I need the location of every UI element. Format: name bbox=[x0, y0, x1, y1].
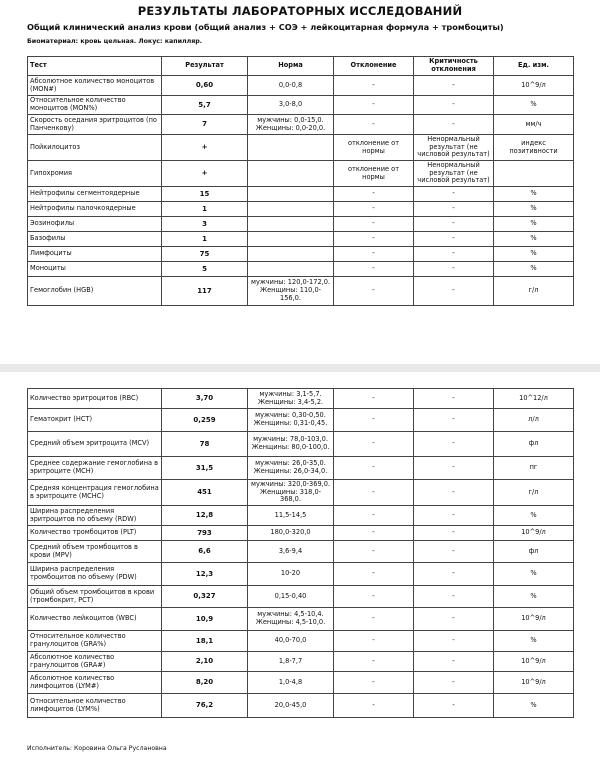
table-row bbox=[28, 652, 574, 672]
unit: г/л bbox=[494, 277, 574, 306]
test-name: Нейтрофилы палочкоядерные bbox=[28, 202, 162, 217]
deviation-flag: - bbox=[334, 202, 414, 217]
result-value: 2,10 bbox=[162, 652, 248, 672]
criticality-flag: - bbox=[414, 232, 494, 247]
result-value: 10,9 bbox=[162, 608, 248, 631]
report-title: РЕЗУЛЬТАТЫ ЛАБОРАТОРНЫХ ИССЛЕДОВАНИЙ bbox=[137, 4, 463, 18]
test-name: Гипохромия bbox=[28, 161, 162, 187]
result-value: 0,259 bbox=[162, 409, 248, 432]
header-result: Результат bbox=[162, 57, 248, 76]
result-value: 15 bbox=[162, 187, 248, 202]
deviation-flag: - bbox=[334, 480, 414, 506]
results-table-page-1 bbox=[27, 56, 574, 306]
test-name: Моноциты bbox=[28, 262, 162, 277]
test-name: Гематокрит (HCT) bbox=[28, 409, 162, 432]
criticality-flag: - bbox=[414, 586, 494, 608]
unit: % bbox=[494, 96, 574, 115]
reference-range: 0,15-0,40 bbox=[248, 586, 334, 608]
header-test: Тест bbox=[28, 57, 162, 76]
unit: % bbox=[494, 506, 574, 526]
test-name: Относительное количество лимфоцитов (LYM%) bbox=[28, 694, 162, 718]
table-row bbox=[28, 432, 574, 457]
table-row bbox=[28, 247, 574, 262]
criticality-flag: - bbox=[414, 631, 494, 652]
result-value: 793 bbox=[162, 526, 248, 541]
test-name: Средний объем эритроцита (MCV) bbox=[28, 432, 162, 457]
unit: % bbox=[494, 247, 574, 262]
result-value: 78 bbox=[162, 432, 248, 457]
reference-range bbox=[248, 187, 334, 202]
deviation-flag: - bbox=[334, 232, 414, 247]
reference-range bbox=[248, 135, 334, 161]
reference-range: мужчины: 3,1-5,7. Женщины: 3,4-5,2. bbox=[248, 389, 334, 409]
table-row bbox=[28, 187, 574, 202]
unit bbox=[494, 161, 574, 187]
unit: индекс позитивности bbox=[494, 135, 574, 161]
unit: % bbox=[494, 262, 574, 277]
criticality-flag: - bbox=[414, 563, 494, 586]
result-value: 5,7 bbox=[162, 96, 248, 115]
deviation-flag: - bbox=[334, 277, 414, 306]
report-page-2 bbox=[0, 372, 600, 781]
reference-range: мужчины: 320,0-369,0. Женщины: 318,0-368,0. bbox=[248, 480, 334, 506]
criticality-flag: - bbox=[414, 480, 494, 506]
unit: 10^9/л bbox=[494, 608, 574, 631]
table-row bbox=[28, 672, 574, 694]
unit: 10^9/л bbox=[494, 672, 574, 694]
result-value: 3,70 bbox=[162, 389, 248, 409]
reference-range bbox=[248, 217, 334, 232]
report-page-1 bbox=[0, 0, 600, 364]
deviation-flag: отклонение от нормы bbox=[334, 161, 414, 187]
test-name: Ширина распределения тромбоцитов по объему (PDW) bbox=[28, 563, 162, 586]
reference-range: мужчины: 120,0-172,0. Женщины: 110,0-156,0. bbox=[248, 277, 334, 306]
unit: мм/ч bbox=[494, 115, 574, 135]
test-name: Абсолютное количество гранулоцитов (GRA#) bbox=[28, 652, 162, 672]
table-row bbox=[28, 262, 574, 277]
unit: % bbox=[494, 631, 574, 652]
test-name: Эозинофилы bbox=[28, 217, 162, 232]
table-row bbox=[28, 135, 574, 161]
unit: % bbox=[494, 232, 574, 247]
deviation-flag: - bbox=[334, 631, 414, 652]
table-row bbox=[28, 232, 574, 247]
result-value: + bbox=[162, 161, 248, 187]
reference-range bbox=[248, 262, 334, 277]
reference-range: 11,5-14,5 bbox=[248, 506, 334, 526]
deviation-flag: - bbox=[334, 541, 414, 563]
criticality-flag: - bbox=[414, 526, 494, 541]
test-name: Средняя концентрация гемоглобина в эритроците (MCHC) bbox=[28, 480, 162, 506]
deviation-flag: - bbox=[334, 586, 414, 608]
table-row bbox=[28, 526, 574, 541]
result-value: 0,60 bbox=[162, 76, 248, 96]
criticality-flag: - bbox=[414, 217, 494, 232]
deviation-flag: - bbox=[334, 96, 414, 115]
criticality-flag: - bbox=[414, 262, 494, 277]
criticality-flag: - bbox=[414, 96, 494, 115]
deviation-flag: - bbox=[334, 432, 414, 457]
header-deviation: Отклонение bbox=[334, 57, 414, 76]
test-name: Лимфоциты bbox=[28, 247, 162, 262]
deviation-flag: отклонение от нормы bbox=[334, 135, 414, 161]
deviation-flag: - bbox=[334, 187, 414, 202]
deviation-flag: - bbox=[334, 217, 414, 232]
table-row bbox=[28, 161, 574, 187]
test-name: Пойкилоцитоз bbox=[28, 135, 162, 161]
reference-range: мужчины: 0,0-15,0. Женщины: 0,0-20,0. bbox=[248, 115, 334, 135]
table-row bbox=[28, 277, 574, 306]
unit: фл bbox=[494, 432, 574, 457]
result-value: 1 bbox=[162, 202, 248, 217]
result-value: 5 bbox=[162, 262, 248, 277]
deviation-flag: - bbox=[334, 115, 414, 135]
results-table-page-2 bbox=[27, 388, 574, 718]
result-value: 3 bbox=[162, 217, 248, 232]
unit: фл bbox=[494, 541, 574, 563]
reference-range: 3,0-8,0 bbox=[248, 96, 334, 115]
table-row bbox=[28, 608, 574, 631]
report-subtitle: Общий клинический анализ крови (общий анализ + СОЭ + лейкоцитарная формула + тромбоциты) bbox=[27, 22, 504, 32]
test-name: Ширина распределения эритроцитов по объему (RDW) bbox=[28, 506, 162, 526]
test-name: Количество лейкоцитов (WBC) bbox=[28, 608, 162, 631]
table-row bbox=[28, 202, 574, 217]
result-value: 7 bbox=[162, 115, 248, 135]
deviation-flag: - bbox=[334, 389, 414, 409]
test-name: Относительное количество гранулоцитов (GRA%) bbox=[28, 631, 162, 652]
test-name: Абсолютное количество лимфоцитов (LYM#) bbox=[28, 672, 162, 694]
criticality-flag: - bbox=[414, 694, 494, 718]
result-value: 76,2 bbox=[162, 694, 248, 718]
unit: л/л bbox=[494, 409, 574, 432]
test-name: Гемоглобин (HGB) bbox=[28, 277, 162, 306]
table-header-row bbox=[28, 57, 574, 76]
deviation-flag: - bbox=[334, 506, 414, 526]
result-value: 75 bbox=[162, 247, 248, 262]
result-value: 31,5 bbox=[162, 457, 248, 480]
unit: г/л bbox=[494, 480, 574, 506]
table-row bbox=[28, 457, 574, 480]
criticality-flag: - bbox=[414, 247, 494, 262]
criticality-flag: - bbox=[414, 202, 494, 217]
unit: 10^9/л bbox=[494, 76, 574, 96]
deviation-flag: - bbox=[334, 672, 414, 694]
reference-range bbox=[248, 202, 334, 217]
deviation-flag: - bbox=[334, 262, 414, 277]
test-name: Абсолютное количество моноцитов (MON#) bbox=[28, 76, 162, 96]
table-row bbox=[28, 96, 574, 115]
criticality-flag: - bbox=[414, 409, 494, 432]
result-value: 451 bbox=[162, 480, 248, 506]
biomaterial-info: Биоматериал: кровь цельная. Локус: капилляр. bbox=[27, 38, 203, 45]
criticality-flag: Ненормальный результат (не числовой результат) bbox=[414, 161, 494, 187]
table-row bbox=[28, 480, 574, 506]
criticality-flag: - bbox=[414, 432, 494, 457]
header-criticality: Критичность отклонения bbox=[414, 57, 494, 76]
reference-range: мужчины: 78,0-103,0. Женщины: 80,0-100,0. bbox=[248, 432, 334, 457]
table-row bbox=[28, 563, 574, 586]
reference-range bbox=[248, 247, 334, 262]
criticality-flag: - bbox=[414, 457, 494, 480]
result-value: 12,8 bbox=[162, 506, 248, 526]
unit: 10^9/л bbox=[494, 526, 574, 541]
reference-range: мужчины: 26,0-35,0. Женщины: 26,0-34,0. bbox=[248, 457, 334, 480]
reference-range: мужчины: 0,30-0,50. Женщины: 0,31-0,45. bbox=[248, 409, 334, 432]
deviation-flag: - bbox=[334, 608, 414, 631]
unit: % bbox=[494, 694, 574, 718]
reference-range: 0,0-0,8 bbox=[248, 76, 334, 96]
reference-range: 3,6-9,4 bbox=[248, 541, 334, 563]
unit: % bbox=[494, 202, 574, 217]
result-value: 8,20 bbox=[162, 672, 248, 694]
table-row bbox=[28, 541, 574, 563]
deviation-flag: - bbox=[334, 247, 414, 262]
deviation-flag: - bbox=[334, 652, 414, 672]
criticality-flag: - bbox=[414, 608, 494, 631]
reference-range bbox=[248, 232, 334, 247]
reference-range: 40,0-70,0 bbox=[248, 631, 334, 652]
result-value: + bbox=[162, 135, 248, 161]
test-name: Базофилы bbox=[28, 232, 162, 247]
table-row bbox=[28, 217, 574, 232]
result-value: 0,327 bbox=[162, 586, 248, 608]
result-value: 6,6 bbox=[162, 541, 248, 563]
test-name: Количество тромбоцитов (PLT) bbox=[28, 526, 162, 541]
test-name: Количество эритроцитов (RBC) bbox=[28, 389, 162, 409]
criticality-flag: - bbox=[414, 541, 494, 563]
criticality-flag: - bbox=[414, 115, 494, 135]
deviation-flag: - bbox=[334, 457, 414, 480]
test-name: Общий объем тромбоцитов в крови (тромбокрит, PCT) bbox=[28, 586, 162, 608]
reference-range bbox=[248, 161, 334, 187]
deviation-flag: - bbox=[334, 563, 414, 586]
result-value: 1 bbox=[162, 232, 248, 247]
unit: 10^9/л bbox=[494, 652, 574, 672]
criticality-flag: Ненормальный результат (не числовой результат) bbox=[414, 135, 494, 161]
deviation-flag: - bbox=[334, 409, 414, 432]
header-norm: Норма bbox=[248, 57, 334, 76]
deviation-flag: - bbox=[334, 526, 414, 541]
reference-range: 20,0-45,0 bbox=[248, 694, 334, 718]
result-value: 117 bbox=[162, 277, 248, 306]
criticality-flag: - bbox=[414, 672, 494, 694]
criticality-flag: - bbox=[414, 389, 494, 409]
reference-range: 1,0-4,8 bbox=[248, 672, 334, 694]
unit: % bbox=[494, 586, 574, 608]
unit: 10^12/л bbox=[494, 389, 574, 409]
result-value: 18,1 bbox=[162, 631, 248, 652]
criticality-flag: - bbox=[414, 652, 494, 672]
table-row bbox=[28, 631, 574, 652]
unit: пг bbox=[494, 457, 574, 480]
criticality-flag: - bbox=[414, 506, 494, 526]
table-row bbox=[28, 506, 574, 526]
test-name: Относительное количество моноцитов (MON%) bbox=[28, 96, 162, 115]
reference-range: 180,0-320,0 bbox=[248, 526, 334, 541]
executor-name: Исполнитель: Коровина Ольга Руслановна bbox=[27, 745, 167, 752]
reference-range: 10-20 bbox=[248, 563, 334, 586]
table-row bbox=[28, 694, 574, 718]
reference-range: мужчины: 4,5-10,4. Женщины: 4,5-10,0. bbox=[248, 608, 334, 631]
test-name: Средний объем тромбоцитов в крови (MPV) bbox=[28, 541, 162, 563]
deviation-flag: - bbox=[334, 694, 414, 718]
unit: % bbox=[494, 563, 574, 586]
unit: % bbox=[494, 187, 574, 202]
table-row bbox=[28, 409, 574, 432]
criticality-flag: - bbox=[414, 187, 494, 202]
criticality-flag: - bbox=[414, 76, 494, 96]
header-unit: Ед. изм. bbox=[494, 57, 574, 76]
deviation-flag: - bbox=[334, 76, 414, 96]
table-row bbox=[28, 76, 574, 96]
criticality-flag: - bbox=[414, 277, 494, 306]
unit: % bbox=[494, 217, 574, 232]
table-row bbox=[28, 115, 574, 135]
reference-range: 1,8-7,7 bbox=[248, 652, 334, 672]
test-name: Нейтрофилы сегментоядерные bbox=[28, 187, 162, 202]
table-row bbox=[28, 389, 574, 409]
test-name: Среднее содержание гемоглобина в эритроците (MCH) bbox=[28, 457, 162, 480]
table-row bbox=[28, 586, 574, 608]
result-value: 12,3 bbox=[162, 563, 248, 586]
test-name: Скорость оседания эритроцитов (по Панченкову) bbox=[28, 115, 162, 135]
